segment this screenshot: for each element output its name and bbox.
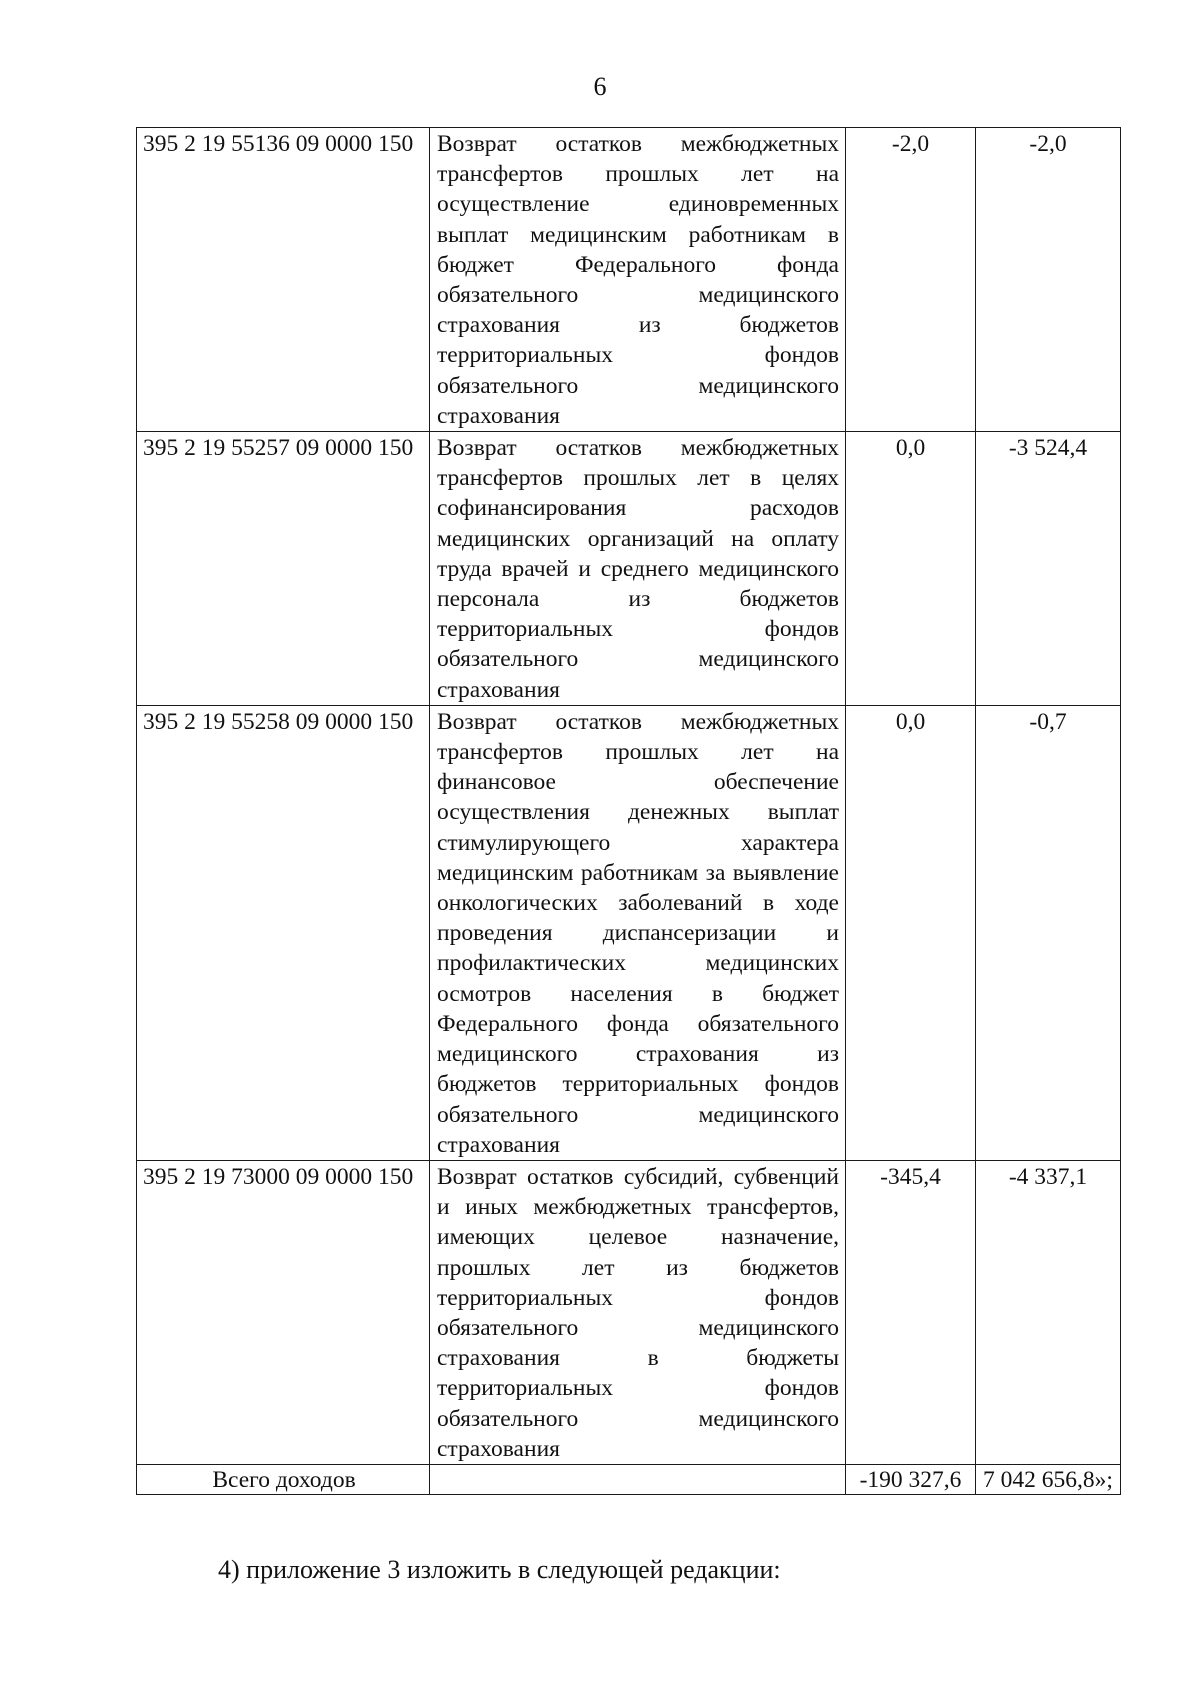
- value-2: -4 337,1: [976, 1160, 1121, 1464]
- row-description: Возврат остатков межбюджетных трансфертов прошлых лет на финансовое обеспечение осуществления денежных выплат стимулирующего характера медицинским работникам за выявление онкологических заболеваний в ходе проведения диспансеризации и профилактических медицинских осмотров населения в бюджет Федерального фонда обязательного медицинского страхования из бюджетов территориальных фондов обязательного медицинского страхования: [430, 705, 846, 1160]
- budget-code: 395 2 19 55136 09 0000 150: [137, 128, 430, 432]
- total-empty-cell: [430, 1464, 846, 1494]
- total-value-1: -190 327,6: [846, 1464, 976, 1494]
- row-description: Возврат остатков межбюджетных трансфертов прошлых лет на осуществление единовременных выплат медицинским работникам в бюджет Федерального фонда обязательного медицинского страхования из бюджетов территориальных фондов обязательного медицинского страхования: [430, 128, 846, 432]
- revenue-table: [136, 127, 1121, 1495]
- amendment-text: 4) приложение 3 изложить в следующей редакции:: [218, 1555, 781, 1584]
- value-1: -345,4: [846, 1160, 976, 1464]
- total-row: [137, 1464, 1121, 1494]
- table-row: [137, 432, 1121, 706]
- total-label: Всего доходов: [137, 1464, 430, 1494]
- value-1: 0,0: [846, 705, 976, 1160]
- table-row: [137, 1160, 1121, 1464]
- value-2: -2,0: [976, 128, 1121, 432]
- budget-code: 395 2 19 55258 09 0000 150: [137, 705, 430, 1160]
- total-value-2: 7 042 656,8»;: [976, 1464, 1121, 1494]
- table-row: [137, 705, 1121, 1160]
- budget-code: 395 2 19 73000 09 0000 150: [137, 1160, 430, 1464]
- row-description: Возврат остатков межбюджетных трансфертов прошлых лет в целях софинансирования расходов медицинских организаций на оплату труда врачей и среднего медицинского персонала из бюджетов территориальных фондов обязательного медицинского страхования: [430, 432, 846, 706]
- budget-code: 395 2 19 55257 09 0000 150: [137, 432, 430, 706]
- value-1: 0,0: [846, 432, 976, 706]
- value-2: -0,7: [976, 705, 1121, 1160]
- row-description: Возврат остатков субсидий, субвенций и иных межбюджетных трансфертов, имеющих целевое назначение, прошлых лет из бюджетов территориальных фондов обязательного медицинского страхования в бюджеты территориальных фондов обязательного медицинского страхования: [430, 1160, 846, 1464]
- table-row: [137, 128, 1121, 432]
- value-2: -3 524,4: [976, 432, 1121, 706]
- value-1: -2,0: [846, 128, 976, 432]
- page-number: 6: [593, 72, 607, 101]
